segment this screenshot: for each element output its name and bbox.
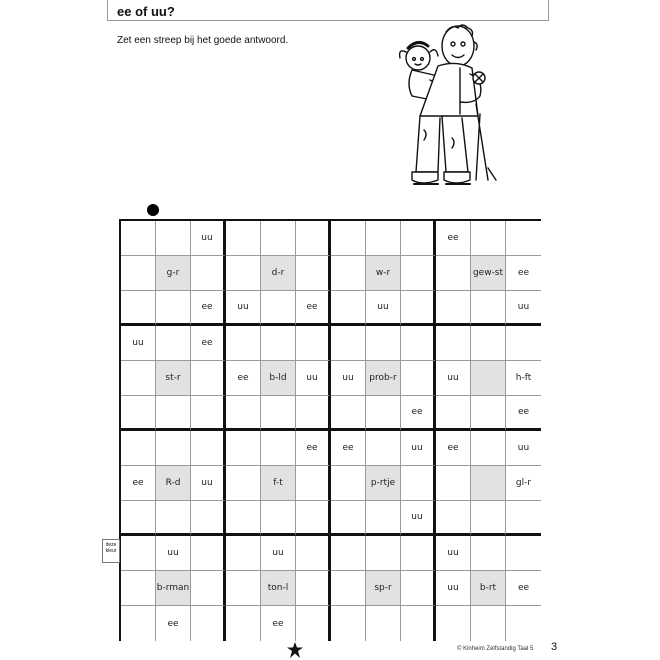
grid-cell[interactable] [261,291,296,326]
grid-cell[interactable]: prob-r [366,361,401,396]
grid-cell[interactable] [296,221,331,256]
grid-cell[interactable] [121,606,156,641]
grid-cell[interactable] [366,431,401,466]
grid-cell[interactable]: uu [191,466,226,501]
grid-cell[interactable] [366,606,401,641]
grid-cell[interactable] [296,466,331,501]
grid-cell[interactable] [331,466,366,501]
grid-cell[interactable]: uu [191,221,226,256]
color-legend-line1: deze [105,542,117,548]
grid-cell[interactable]: ee [156,606,191,641]
grid-cell[interactable]: uu [156,536,191,571]
grid-cell[interactable] [156,501,191,536]
grid-cell[interactable] [191,501,226,536]
grid-cell[interactable]: d-r [261,256,296,291]
grid-cell[interactable] [121,501,156,536]
grid-cell[interactable]: ee [506,396,541,431]
grid-cell[interactable] [401,361,436,396]
grid-cell[interactable] [331,606,366,641]
grid-cell[interactable]: ee [331,431,366,466]
grid-cell[interactable] [296,396,331,431]
grid-cell[interactable] [261,501,296,536]
grid-cell[interactable]: uu [296,361,331,396]
grid-cell[interactable] [226,466,261,501]
grid-cell[interactable] [471,326,506,361]
grid-cell[interactable] [436,466,471,501]
grid-cell[interactable]: uu [436,536,471,571]
grid-cell[interactable]: uu [226,291,261,326]
grid-cell[interactable] [261,431,296,466]
grid-cell[interactable] [331,501,366,536]
grid-cell[interactable]: ee [191,326,226,361]
grid-cell[interactable] [401,536,436,571]
grid-cell[interactable] [226,431,261,466]
page-number: 3 [551,641,558,653]
grid-cell[interactable]: uu [366,291,401,326]
grid-cell[interactable] [471,431,506,466]
grid-cell[interactable] [401,326,436,361]
grid-cell[interactable] [296,501,331,536]
grid-cell[interactable] [366,221,401,256]
grid-cell[interactable] [366,501,401,536]
grid-cell[interactable]: b-rman [156,571,191,606]
grid-cell[interactable]: h-ft [506,361,541,396]
grid-cell[interactable] [226,256,261,291]
grid-cell[interactable]: uu [121,326,156,361]
grid-cell[interactable] [296,606,331,641]
grid-cell[interactable] [506,326,541,361]
grid-cell[interactable]: gew-st [471,256,506,291]
sudoku-grid [119,219,541,641]
grid-cell[interactable] [261,221,296,256]
grid-cell[interactable] [506,501,541,536]
grid-cell[interactable] [191,256,226,291]
grid-cell[interactable]: f-t [261,466,296,501]
grid-cell[interactable]: uu [436,571,471,606]
grid-cell[interactable]: ee [191,291,226,326]
grid-cell[interactable] [401,571,436,606]
grid-cell[interactable] [191,606,226,641]
grid-cell[interactable] [331,256,366,291]
grid-cell[interactable]: ee [401,396,436,431]
grid-cell[interactable] [436,606,471,641]
grid-cell[interactable] [261,396,296,431]
grid-cell[interactable] [156,326,191,361]
grid-cell[interactable] [226,221,261,256]
grid-cell[interactable]: b-rt [471,571,506,606]
grid-cell[interactable] [156,431,191,466]
instruction-text: Zet een streep bij het goede antwoord. [117,35,289,46]
page-title: ee of uu? [117,4,175,19]
grid-cell[interactable]: p-rtje [366,466,401,501]
grid-cell[interactable] [156,396,191,431]
grid-cell[interactable]: ee [296,291,331,326]
grid-cell[interactable] [366,536,401,571]
grid-cell[interactable] [401,291,436,326]
grid-cell[interactable] [366,326,401,361]
grid-cell[interactable] [226,326,261,361]
grid-cell[interactable] [401,606,436,641]
grid-cell[interactable]: w-r [366,256,401,291]
grid-cell[interactable] [156,221,191,256]
grid-cell[interactable] [226,606,261,641]
grid-cell[interactable] [436,396,471,431]
grid-cell[interactable] [121,571,156,606]
grid-cell[interactable] [121,221,156,256]
grid-cell[interactable] [121,536,156,571]
grid-cell[interactable] [261,326,296,361]
grid-cell[interactable] [296,536,331,571]
grid-cell[interactable]: ee [506,256,541,291]
grid-cell[interactable] [156,291,191,326]
grid-cell[interactable] [401,466,436,501]
grid-cell[interactable] [436,501,471,536]
grid-cell[interactable] [331,536,366,571]
grid-cell[interactable]: sp-r [366,571,401,606]
grid-cell[interactable]: uu [401,431,436,466]
copyright-text: © Kinheim Zelfstandig Taal 5 [457,646,534,652]
grid-cell[interactable]: ton-l [261,571,296,606]
grid-cell[interactable] [121,396,156,431]
grid-cell[interactable]: ee [296,431,331,466]
grid-cell[interactable]: gl-r [506,466,541,501]
grid-cell[interactable] [226,571,261,606]
grid-cell[interactable]: R-d [156,466,191,501]
grid-cell[interactable]: ee [226,361,261,396]
grid-cell[interactable] [471,221,506,256]
grid-cell[interactable]: b-ld [261,361,296,396]
grid-cell[interactable]: ee [121,466,156,501]
grid-cell[interactable] [121,256,156,291]
grid-cell[interactable] [296,326,331,361]
grid-cell[interactable] [191,396,226,431]
grid-cell[interactable] [331,326,366,361]
start-dot [147,204,159,216]
grid-cell[interactable] [401,221,436,256]
grid-cell[interactable] [366,396,401,431]
grid-cell[interactable] [331,221,366,256]
grid-cell[interactable] [471,291,506,326]
grid-cell[interactable]: g-r [156,256,191,291]
grid-cell[interactable] [471,396,506,431]
grid-cell[interactable] [226,396,261,431]
grid-cell[interactable] [471,501,506,536]
grid-cell[interactable] [191,431,226,466]
grid-cell[interactable] [121,361,156,396]
grid-cell[interactable] [121,291,156,326]
grid-cell[interactable] [436,256,471,291]
grid-cell[interactable] [331,396,366,431]
grid-cell[interactable]: ee [436,431,471,466]
grid-cell[interactable] [506,221,541,256]
grid-cell[interactable] [506,536,541,571]
grid-cell[interactable]: uu [261,536,296,571]
grid-cell[interactable] [296,256,331,291]
grid-cell[interactable]: uu [506,431,541,466]
grid-cell[interactable] [121,431,156,466]
grid-cell[interactable]: uu [401,501,436,536]
grid-cell[interactable] [436,291,471,326]
grid-cell[interactable] [471,536,506,571]
grid-cell[interactable] [191,571,226,606]
grid-cell[interactable] [331,571,366,606]
grid-cell[interactable] [191,361,226,396]
color-legend-box [102,539,120,563]
grid-cell[interactable] [506,606,541,641]
grid-cell[interactable]: ee [261,606,296,641]
grid-cell[interactable]: ee [436,221,471,256]
grid-cell[interactable] [191,536,226,571]
grid-cell[interactable]: uu [506,291,541,326]
grid-cell[interactable] [226,536,261,571]
grid-cell[interactable] [296,571,331,606]
star-icon [287,642,303,658]
color-legend-line2: kleur [105,548,117,554]
grid-cell[interactable]: uu [331,361,366,396]
grid-cell[interactable] [471,466,506,501]
grid-cell[interactable] [471,361,506,396]
grid-cell[interactable]: uu [436,361,471,396]
grid-cell[interactable] [436,326,471,361]
grid-cell[interactable] [401,256,436,291]
man-holding-girl-illustration [380,18,500,198]
grid-cell[interactable] [471,606,506,641]
grid-cell[interactable]: st-r [156,361,191,396]
grid-cell[interactable] [226,501,261,536]
grid-cell[interactable]: ee [506,571,541,606]
grid-cell[interactable] [331,291,366,326]
